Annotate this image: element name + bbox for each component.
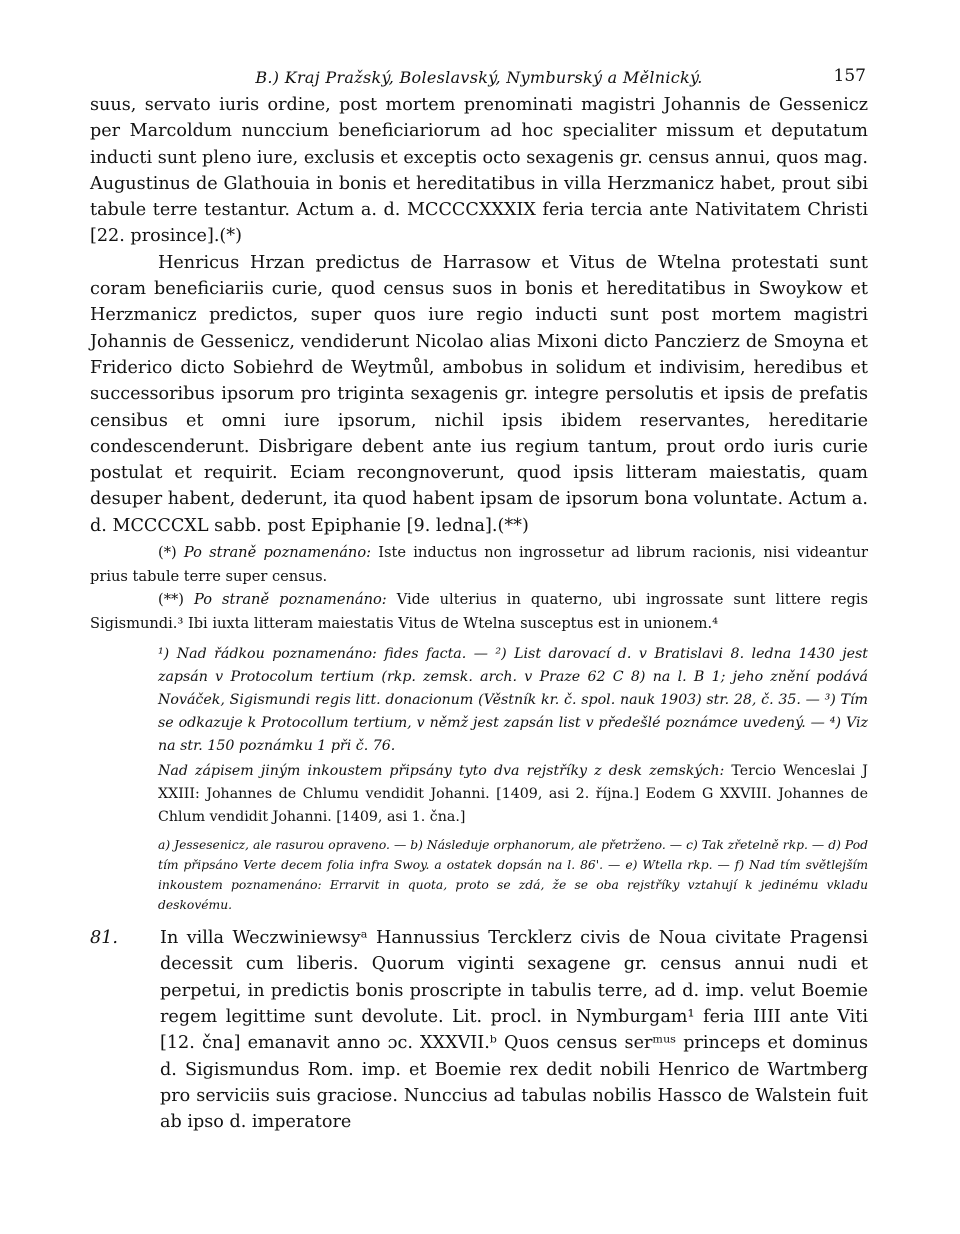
main-text bbox=[90, 92, 868, 539]
register-note-text: Tercio Wenceslai J XXIII: Johannes de Chlumu vendidit Johanni. [1409, asi 2. října.] Eodem G XXVIII. Johannes de Chlum vendidit Johanni. [1409, asi 1. čna.] bbox=[158, 763, 868, 826]
annotation-1-label: Po straně poznamenáno: bbox=[183, 544, 372, 562]
annotation-2-mark: (**) bbox=[158, 591, 184, 609]
running-header bbox=[90, 62, 868, 92]
annotation-1 bbox=[90, 541, 868, 588]
letter-notes bbox=[90, 835, 868, 915]
numbered-footnotes bbox=[90, 643, 868, 758]
letter-notes-text: a) Jessesenicz, ale rasurou opraveno. — b) Následuje orphanorum, ale přetrženo. — c) Tak zřetelně rkp. — d) Pod tím připsáno Verte decem folia infra Swoy. a ostatek dopsán na l. 86'. — e) Wtella rkp. — f) Nad tím světlejším inkoustem poznamenáno: Errarvit in quota, proto se zdá, že se oba rejstříky vztahují k jedinému vkladu deskovému. bbox=[158, 838, 868, 913]
annotation-1-text: Iste inductus non ingrossetur ad librum racionis, nisi videantur prius tabule terre super census. bbox=[90, 544, 869, 585]
register-note-label: Nad zápisem jiným inkoustem připsány tyto dva rejstříky z desk zemských: bbox=[158, 763, 725, 780]
page-number: 157 bbox=[833, 66, 866, 86]
page bbox=[90, 62, 868, 1135]
running-title: B.) Kraj Pražský, Boleslavský, Nymburský a Mělnický. bbox=[255, 68, 703, 87]
annotation-1-mark: (*) bbox=[158, 544, 177, 562]
annotation-2-text: Vide ulterius in quaterno, ubi ingrossate sunt littere regis Sigismundi.³ Ibi iuxta litteram maiestatis Vitus de Wtelna susceptus est in unionem.⁴ bbox=[90, 591, 868, 632]
annotation-2-label: Po straně poznamenáno: bbox=[194, 591, 387, 609]
marginal-annotations bbox=[90, 541, 868, 635]
annotation-2 bbox=[90, 588, 868, 635]
entry-text: In villa Weczwiniewsyᵃ Hannussius Tercklerz civis de Noua civitate Pragensi decessit cum liberis. Quorum viginti sexagene gr. census annui nudi et perpetui, in predictis bonis proscripte in tabulis terre, ad d. imp. velut Boemie regem legittime sunt devolute. Lit. procl. in Nymburgam¹ feria IIII ante Viti [12. čna] emanavit anno ɔc. XXXVII.ᵇ Quos census serᵐᵘˢ princeps et dominus d. Sigismundus Rom. imp. et Boemie rex dedit nobili Henrico de Wartmberg pro serviciis suis graciose. Nunccius ad tabulas nobilis Hassco de Walstein fuit ab ipso d. imperatore bbox=[160, 928, 868, 1133]
entry-number: 81. bbox=[90, 928, 118, 949]
paragraph-2: Henricus Hrzan predictus de Harrasow et Vitus de Wtelna protestati sunt coram beneficiariis curie, quod census suos in bonis et hereditatibus in Swoykow et Herzmanicz predictos, super quos iure regio inducti sunt post mortem magistri Johannis de Gessenicz, vendiderunt Nicolao alias Mixoni dicto Panczierz de Smoyna et Friderico dicto Sobiehrd de Weytmůl, ambobus in solidum et indivisim, heredibus et successoribus ipsorum pro triginta sexagenis gr. integre persolutis et ipsis de prefatis censibus et omni iure ipsorum, nichil ipsis ibidem reservantes, hereditarie condescenderunt. Disbrigare debent ante ius regium tantum, prout ordo iuris curie postulat et requirit. Eciam recongnoverunt, quod ipsis litteram maiestatis, quam desuper habent, dederunt, ita quod habent ipsam de ipsorum bona voluntate. Actum a. d. MCCCCXL sabb. post Epiphanie [9. ledna].(**) bbox=[90, 252, 868, 536]
paragraph-1: suus, servato iuris ordine, post mortem prenominati magistri Johannis de Gessenicz per Marcoldum nunccium beneficiariorum ad hoc specialiter missum et deputatum inducti sunt pleno iure, exclusis et exceptis octo sexagenis gr. census annui, quos mag. Augustinus de Glathouia in bonis et hereditatibus in villa Herzmanicz habet, prout sibi tabule terre testantur. Actum a. d. MCCCCXXXIX feria tercia ante Nativitatem Christi [22. prosince].(*) bbox=[90, 95, 868, 247]
footnotes-text: ¹) Nad řádkou poznamenáno: fides facta. — ²) List darovací d. v Bratislavi 8. ledna 1430 jest zapsán v Protocolum tertium (rkp. zemsk. arch. v Praze 62 C 8) na l. B 1; jeho znění podává Nováček, Sigismundi regis litt. donacionum (Věstník kr. č. spol. nauk 1903) str. 28, č. 35. — ³) Tím se odkazuje k Protocollum tertium, v němž jest zapsán list v předešlé poznámce uvedený. — ⁴) Viz na str. 150 poznámku 1 při č. 76. bbox=[158, 646, 868, 755]
entry-81 bbox=[90, 925, 868, 1135]
register-note bbox=[90, 760, 868, 829]
